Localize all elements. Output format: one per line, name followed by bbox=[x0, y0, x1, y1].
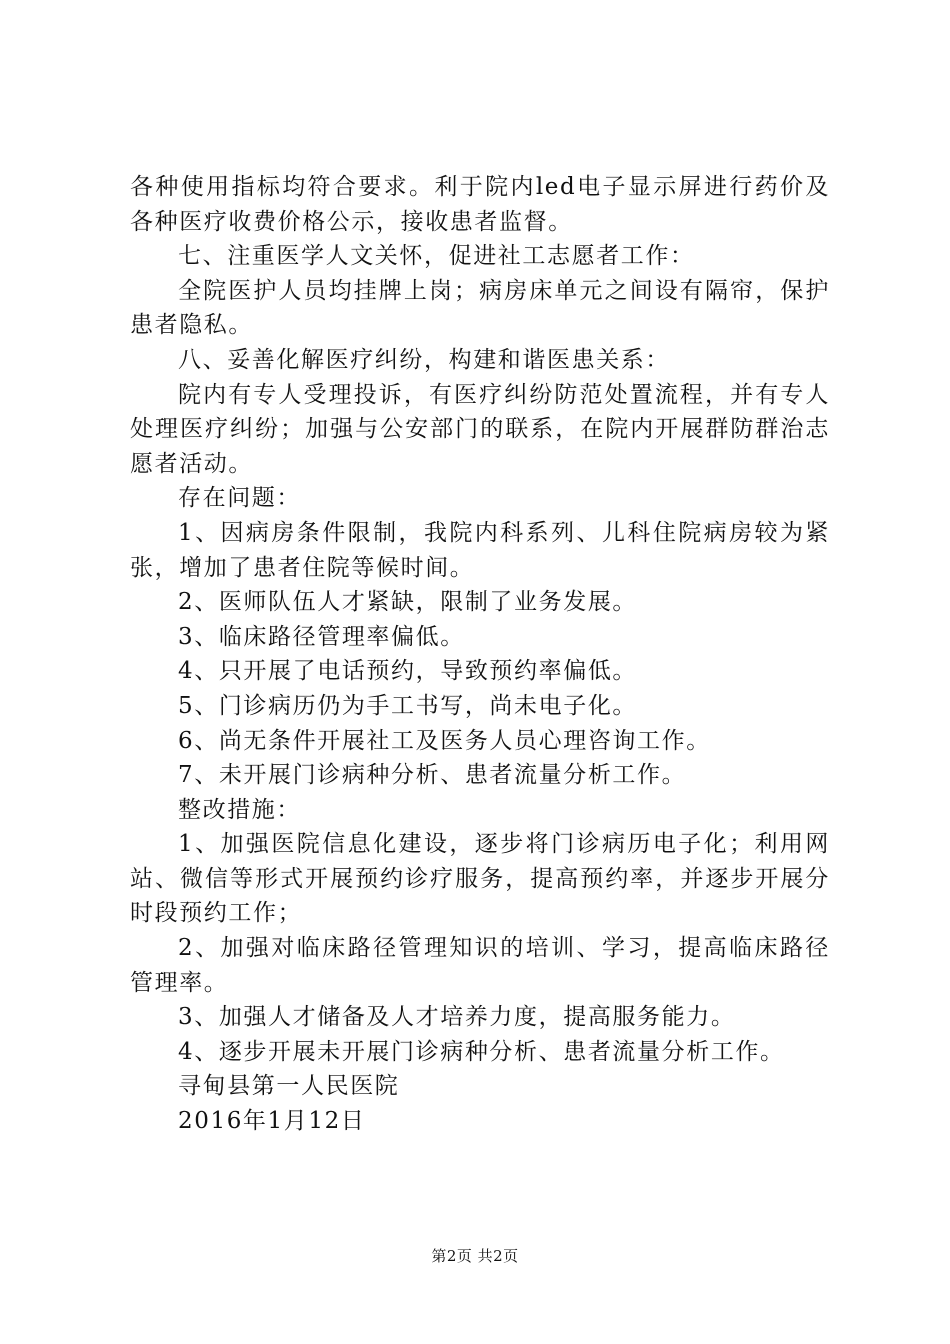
problem-item: 4、只开展了电话预约，导致预约率偏低。 bbox=[178, 658, 638, 685]
measure-item: 3、加强人才储备及人才培养力度，提高服务能力。 bbox=[178, 1004, 736, 1031]
problem-item: 5、门诊病历仍为手工书写，尚未电子化。 bbox=[178, 692, 638, 719]
document-body bbox=[130, 170, 830, 1139]
measure-item: 1、加强医院信息化建设，逐步将门诊病历电子化；利用网站、微信等形式开展预约诊疗服务，提高预约率，并逐步开展分时段预约工作； bbox=[130, 831, 830, 927]
measure-item: 4、逐步开展未开展门诊病种分析、患者流量分析工作。 bbox=[178, 1038, 785, 1065]
signature-date: 2016年1月12日 bbox=[178, 1108, 366, 1135]
paragraph-intro-continuation: 各种使用指标均符合要求。利于院内led电子显示屏进行药价及各种医疗收费价格公示，接收患者监督。 bbox=[130, 174, 830, 235]
heading-humanistic-care: 七、注重医学人文关怀，促进社工志愿者工作： bbox=[178, 243, 695, 270]
paragraph-complaints: 院内有专人受理投诉，有医疗纠纷防范处置流程，并有专人处理医疗纠纷；加强与公安部门的联系，在院内开展群防群治志愿者活动。 bbox=[130, 381, 830, 477]
measure-item: 2、加强对临床路径管理知识的培训、学习，提高临床路径管理率。 bbox=[130, 935, 830, 996]
heading-medical-disputes: 八、妥善化解医疗纠纷，构建和谐医患关系： bbox=[178, 346, 670, 373]
heading-existing-problems: 存在问题： bbox=[178, 485, 301, 512]
problem-item: 7、未开展门诊病种分析、患者流量分析工作。 bbox=[178, 762, 687, 789]
problem-item: 3、临床路径管理率偏低。 bbox=[178, 623, 465, 650]
signature-organization: 寻甸县第一人民医院 bbox=[178, 1073, 400, 1100]
page-number-footer: 第2页 共2页 bbox=[431, 1247, 519, 1265]
heading-rectification-measures: 整改措施： bbox=[178, 796, 301, 823]
problem-item: 6、尚无条件开展社工及医务人员心理咨询工作。 bbox=[178, 727, 711, 754]
problem-item: 1、因病房条件限制，我院内科系列、儿科住院病房较为紧张，增加了患者住院等候时间。 bbox=[130, 519, 830, 581]
paragraph-privacy: 全院医护人员均挂牌上岗；病房床单元之间设有隔帘，保护患者隐私。 bbox=[130, 277, 830, 339]
problem-item: 2、医师队伍人才紧缺，限制了业务发展。 bbox=[178, 589, 638, 616]
